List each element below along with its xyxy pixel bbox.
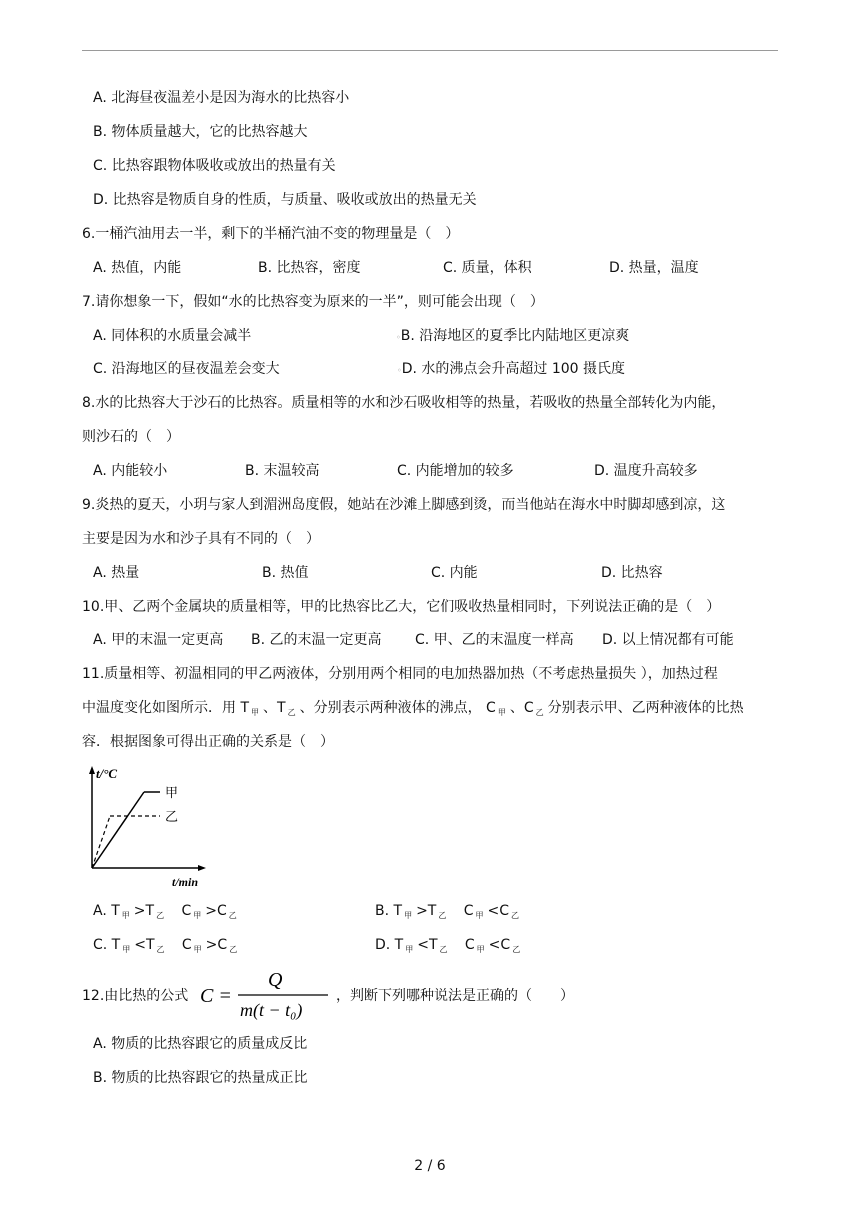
q9-option-c: C. 内能: [431, 565, 478, 581]
q8-stem-line1: 8.水的比热容大于沙石的比热容。质量相等的水和沙石吸收相等的热量，若吸收的热量全部转化为内能，: [82, 395, 726, 411]
y-axis-label: t/°C: [96, 766, 118, 781]
q12-stem-prefix: 12.由比热的公式: [82, 988, 189, 1004]
q5-option-a: A. 北海昼夜温差小是因为海水的比热容小: [93, 90, 350, 106]
q11-stem-line1: 11.质量相等、初温相同的甲乙两液体，分别用两个相同的电加热器加热（不考虑热量损失 ），加热过程: [82, 666, 718, 682]
q12-stem-suffix: ，判断下列哪种说法是正确的（ ）: [336, 988, 574, 1004]
q9-option-a: A. 热量: [93, 565, 140, 581]
q12-option-b: B. 物质的比热容跟它的热量成正比: [93, 1070, 308, 1086]
q8-option-b: B. 末温较高: [245, 463, 320, 479]
anchor-mark-icon: ◦: [397, 366, 402, 375]
line-yi-dashed-rise: [92, 816, 110, 868]
formula-numerator: Q: [268, 969, 283, 991]
q10-option-c: C. 甲、乙的末温度一样高: [415, 632, 574, 648]
q11-option-b: B. T $_甲$ >T $_乙$ C $_甲$ <C $_乙$: [375, 903, 520, 920]
line-jia: [92, 792, 144, 868]
q7-option-b: ◦B. 沿海地区的夏季比内陆地区更凉爽: [396, 328, 630, 344]
header-rule: [82, 50, 778, 51]
q7-stem: 7.请你想象一下，假如“水的比热容变为原来的一半”，则可能会出现（ ）: [82, 294, 544, 310]
q10-option-b: B. 乙的末温一定更高: [251, 632, 382, 648]
temperature-time-graph: [82, 760, 242, 890]
q9-stem-line2: 主要是因为水和沙子具有不同的（ ）: [82, 531, 320, 547]
q11-option-c: C. T $_甲$ <T $_乙$ C $_甲$ >C $_乙$: [93, 937, 238, 954]
q5-option-b: B. 物体质量越大，它的比热容越大: [93, 124, 308, 140]
q10-option-a: A. 甲的末温一定更高: [93, 632, 224, 648]
q11-stem-line2: 中温度变化如图所示．用 T $_甲$ 、T $_乙$ 、分别表示两种液体的沸点， C $_甲$ 、C $_乙$ 分别表示甲、乙两种液体的比热: [82, 700, 744, 717]
q9-option-b: B. 热值: [262, 565, 309, 581]
legend-jia: 甲: [165, 786, 179, 801]
q7-option-c: C. 沿海地区的昼夜温差会变大: [93, 361, 280, 377]
q10-stem: 10.甲、乙两个金属块的质量相等，甲的比热容比乙大，它们吸收热量相同时，下列说法正确的是（ ）: [82, 599, 721, 615]
anchor-mark-icon: ◦: [396, 333, 401, 342]
q9-option-d: D. 比热容: [601, 565, 663, 581]
q7-option-d: ◦D. 水的沸点会升高超过 100 摄氏度: [397, 361, 626, 377]
q5-option-c: C. 比热容跟物体吸收或放出的热量有关: [93, 158, 336, 174]
q5-option-d: D. 比热容是物质自身的性质，与质量、吸收或放出的热量无关: [93, 192, 477, 208]
q6-option-c: C. 质量，体积: [443, 260, 532, 276]
x-axis-label: t/min: [172, 875, 199, 889]
q6-stem: 6.一桶汽油用去一半，剩下的半桶汽油不变的物理量是（ ）: [82, 226, 460, 242]
q9-stem-line1: 9.炎热的夏天，小玥与家人到湄洲岛度假，她站在沙滩上脚感到烫，而当他站在海水中时脚却感到凉，这: [82, 497, 726, 513]
q8-stem-line2: 则沙石的（ ）: [82, 429, 180, 445]
q8-option-a: A. 内能较小: [93, 463, 168, 479]
q10-option-d: D. 以上情况都有可能: [602, 632, 734, 648]
x-axis-arrow-icon: [198, 865, 206, 871]
formula-denominator: m(t − t₀): [240, 1000, 303, 1020]
q6-option-a: A. 热值，内能: [93, 260, 182, 276]
q8-option-d: D. 温度升高较多: [594, 463, 698, 479]
q6-option-b: B. 比热容，密度: [258, 260, 361, 276]
q11-option-d: D. T $_甲$ <T $_乙$ C $_甲$ <C $_乙$: [375, 937, 521, 954]
formula-lhs: C =: [200, 985, 232, 1007]
q12-option-a: A. 物质的比热容跟它的质量成反比: [93, 1036, 308, 1052]
legend-yi: 乙: [165, 810, 179, 825]
y-axis-arrow-icon: [89, 766, 95, 774]
q7-option-a: A. 同体积的水质量会减半: [93, 328, 252, 344]
q11-stem-line3: 容．根据图象可得出正确的关系是（ ）: [82, 734, 334, 750]
q6-option-d: D. 热量，温度: [609, 260, 699, 276]
q8-option-c: C. 内能增加的较多: [397, 463, 514, 479]
q11-option-a: A. T $_甲$ >T $_乙$ C $_甲$ >C $_乙$: [93, 903, 237, 920]
specific-heat-formula: [200, 966, 330, 1022]
page-number: 2 / 6: [414, 1158, 446, 1174]
